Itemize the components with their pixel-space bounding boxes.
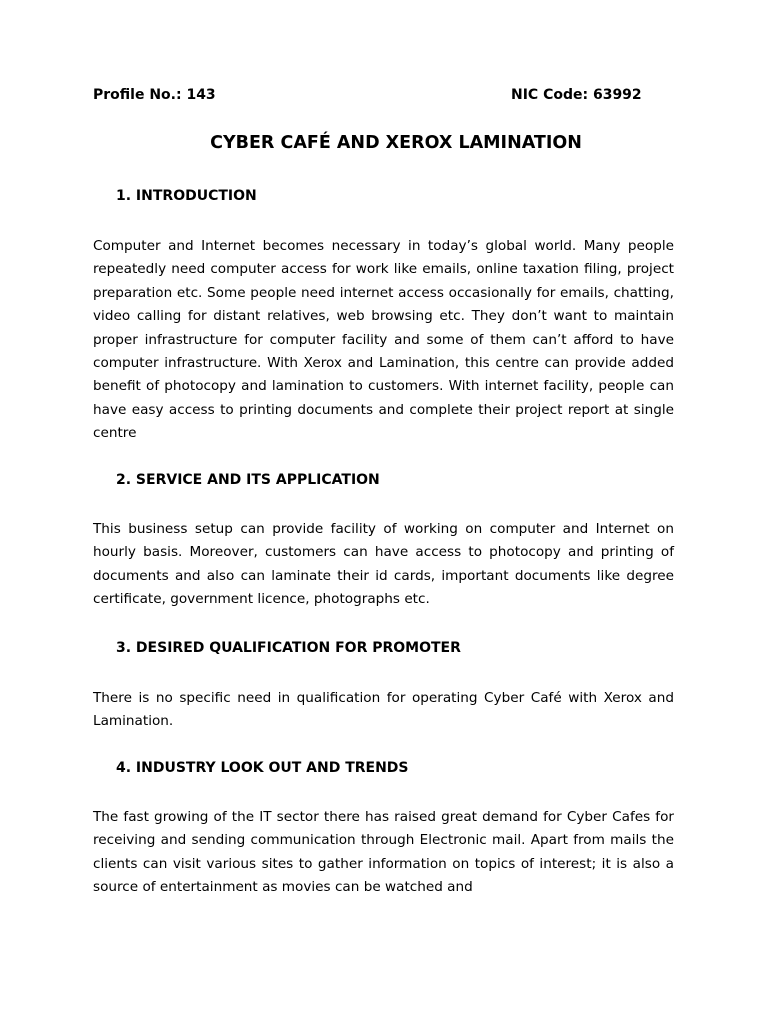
section-heading-industry: 4. INDUSTRY LOOK OUT AND TRENDS (116, 760, 409, 776)
section-heading-introduction: 1. INTRODUCTION (116, 188, 257, 204)
section-heading-service: 2. SERVICE AND ITS APPLICATION (116, 472, 380, 488)
section-body-introduction: Computer and Internet becomes necessary in today’s global world. Many people repeatedly need computer access for work like emails, online taxation filing, project preparation etc. Some people need internet access occasionally for emails, chatting, video calling for distant relatives, web browsing etc. They don’t want to maintain proper infrastructure for computer facility and some of them can’t afford to have computer infrastructure. With Xerox and Lamination, this centre can provide added benefit of photocopy and lamination to customers. With internet facility, people can have easy access to printing documents and complete their project report at single centre (93, 238, 674, 442)
section-body-qualification: There is no specific need in qualification for operating Cyber Café with Xerox and Lamination. (93, 690, 674, 730)
profile-number: Profile No.: 143 (93, 87, 216, 103)
nic-code: NIC Code: 63992 (511, 87, 642, 103)
section-body-industry: The fast growing of the IT sector there has raised great demand for Cyber Cafes for receiving and sending communication through Electronic mail. Apart from mails the clients can visit various sites to gather information on topics of interest; it is also a source of entertainment as movies can be watched and (93, 809, 674, 896)
section-body-service: This business setup can provide facility of working on computer and Internet on hourly basis. Moreover, customers can have access to photocopy and printing of documents and also can laminate their id cards, important documents like degree certificate, government licence, photographs etc. (93, 521, 674, 608)
document-title: CYBER CAFÉ AND XEROX LAMINATION (210, 133, 582, 153)
section-heading-qualification: 3. DESIRED QUALIFICATION FOR PROMOTER (116, 640, 461, 656)
